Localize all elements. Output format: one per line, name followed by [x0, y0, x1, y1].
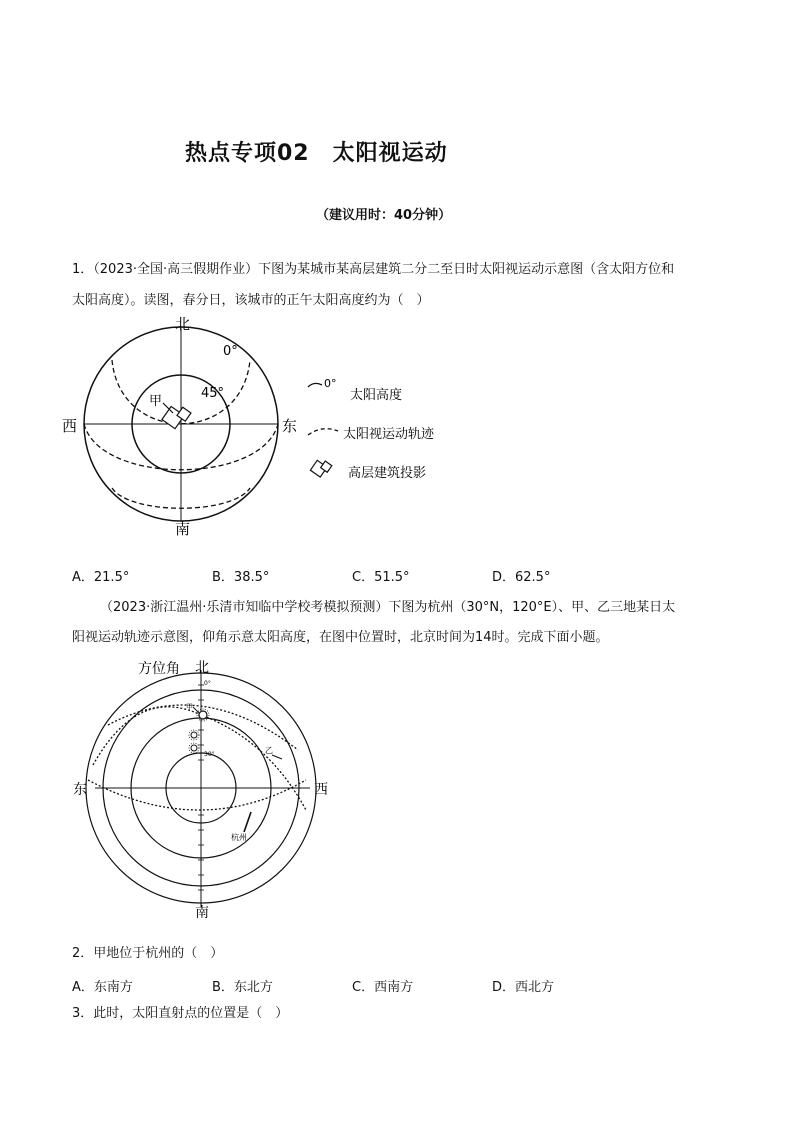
q2-east-label: 东 — [73, 782, 87, 798]
q1-north-label: 北 — [175, 315, 191, 333]
q1-option-a[interactable]: A．21.5° — [72, 570, 130, 585]
deg30-label: 30° — [204, 751, 215, 758]
q2-option-c[interactable]: C．西南方 — [352, 980, 414, 995]
q2-north-label: 北 — [195, 660, 209, 676]
q2-option-d[interactable]: D．西北方 — [492, 980, 555, 995]
q2-sun-path-diagram — [68, 655, 368, 920]
sun-icon-1 — [197, 709, 209, 721]
sun-icon-2 — [189, 730, 199, 740]
q3-stem: 3．此时，太阳直射点的位置是（ ） — [72, 1006, 289, 1021]
suggested-time: （建议用时：40分钟） — [316, 208, 452, 223]
legend-track-symbol — [308, 429, 338, 435]
q1-option-b[interactable]: B．38.5° — [212, 570, 270, 585]
q2-south-label: 南 — [195, 905, 209, 920]
legend-alt-symbol-label: 0° — [324, 377, 337, 390]
hangzhou-arrow — [244, 812, 251, 832]
q1-option-d[interactable]: D．62.5° — [492, 570, 551, 585]
alt-0-label: 0° — [223, 344, 238, 359]
q1-east-label: 东 — [282, 417, 298, 435]
jia-label: 甲 — [186, 703, 193, 711]
deg0-label: 0° — [204, 680, 211, 687]
legend-shadow-icon — [310, 457, 331, 479]
hangzhou-track — [88, 780, 306, 810]
yi-label: 乙 — [265, 746, 273, 755]
q1-sun-path-diagram — [60, 315, 480, 540]
sun-icon-3 — [189, 743, 199, 753]
q2-west-label: 西 — [314, 782, 328, 798]
page-title: 热点专项02 太阳视运动 — [185, 141, 448, 166]
q1-stem-line2: 太阳高度）。读图，春分日，该城市的正午太阳高度约为（ ） — [72, 293, 430, 308]
legend-shadow-label: 高层建筑投影 — [348, 466, 427, 481]
legend-altitude-label: 太阳高度 — [350, 388, 403, 403]
legend-track-label: 太阳视运动轨迹 — [343, 427, 435, 442]
alt-45-label: 45° — [201, 386, 225, 401]
q1-south-label: 南 — [175, 520, 191, 538]
hangzhou-label: 杭州 — [231, 833, 247, 842]
intro2-line1: （2023·浙江温州·乐清市知临中学校考模拟预测）下图为杭州（30°N，120°E）、甲、乙三地某日太 — [100, 600, 676, 615]
legend-altitude-symbol — [308, 383, 322, 387]
intro2-line2: 阳视运动轨迹示意图，仰角示意太阳高度，在图中位置时，北京时间为14时。完成下面小题。 — [72, 630, 609, 645]
yi-arrow — [272, 755, 282, 759]
q1-west-label: 西 — [62, 417, 78, 435]
q2-stem: 2．甲地位于杭州的（ ） — [72, 946, 224, 961]
jia-label: 甲 — [149, 394, 163, 409]
q2-option-a[interactable]: A．东南方 — [72, 980, 133, 995]
q2-option-b[interactable]: B．东北方 — [212, 980, 273, 995]
azimuth-label: 方位角 — [138, 661, 180, 677]
q1-stem-line1: 1．（2023·全国·高三假期作业）下图为某城市某高层建筑二分二至日时太阳视运动示意图（含太阳方位和 — [72, 262, 675, 277]
q1-option-c[interactable]: C．51.5° — [352, 570, 410, 585]
